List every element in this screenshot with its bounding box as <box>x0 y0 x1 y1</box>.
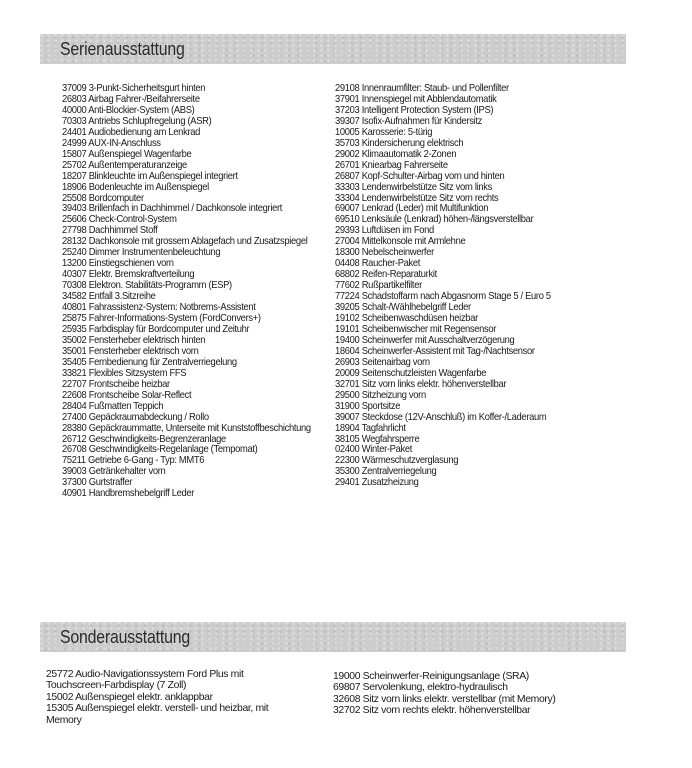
equipment-item: 32608 Sitz vorn links elektr. verstellbar (mit Memory) <box>333 693 556 705</box>
equipment-item: 13200 Einstiegschienen vorn <box>62 258 174 270</box>
equipment-item: 39403 Brillenfach in Dachhimmel / Dachkonsole integriert <box>62 203 283 215</box>
equipment-item: 69807 Servolenkung, elektro-hydraulisch <box>333 682 508 694</box>
optional-equipment-header <box>40 622 626 652</box>
standard-equipment-title: Serienausstattung <box>60 38 185 59</box>
equipment-item: 25508 Bordcomputer <box>62 192 144 204</box>
equipment-item: 29108 Innenraumfilter: Staub- und Pollenfilter <box>335 83 509 94</box>
equipment-item: 18207 Blinkleuchte im Außenspiegel integriert <box>62 170 238 182</box>
equipment-item: 40901 Handbremshebelgriff Leder <box>62 488 195 500</box>
equipment-item: 25240 Dimmer Instrumentenbeleuchtung <box>62 247 221 259</box>
equipment-item: 40801 Fahrassistenz-System: Notbrems-Assistent <box>62 302 256 314</box>
equipment-item: 40307 Elektr. Bremskraftverteilung <box>62 269 195 281</box>
equipment-item: 27798 Dachhimmel Stoff <box>62 225 158 237</box>
equipment-item: 19000 Scheinwerfer-Reinigungsanlage (SRA) <box>333 671 529 682</box>
equipment-item: 22608 Frontscheibe Solar-Reflect <box>62 389 192 401</box>
equipment-item: 37901 Innenspiegel mit Abblendautomatik <box>335 93 497 105</box>
equipment-item: 40000 Anti-Blockier-System (ABS) <box>62 104 195 116</box>
equipment-item: 39007 Steckdose (12V-Anschluß) im Koffer-/Laderaum <box>335 411 547 423</box>
standard-equipment-list-right <box>335 84 570 489</box>
equipment-item: 18906 Bodenleuchte im Außenspiegel <box>62 181 209 193</box>
equipment-item: 24401 Audiobedienung am Lenkrad <box>62 126 201 138</box>
equipment-item: 70303 Antriebs Schlupfregelung (ASR) <box>62 115 212 127</box>
equipment-item: 25606 Check-Control-System <box>62 214 177 226</box>
optional-equipment-list-right <box>333 671 613 717</box>
equipment-item: 38105 Wegfahrsperre <box>335 433 420 445</box>
equipment-item: 29393 Luftdüsen im Fond <box>335 225 434 237</box>
equipment-item: 18904 Tagfahrlicht <box>335 422 406 434</box>
equipment-item: 29002 Klimaautomatik 2-Zonen <box>335 148 457 160</box>
equipment-item: 68802 Reifen-Reparaturkit <box>335 269 437 281</box>
equipment-item: 25772 Audio-Navigationssystem Ford Plus mit Touchscreen-Farbdisplay (7 Zoll) <box>46 669 244 692</box>
equipment-item: 37009 3-Punkt-Sicherheitsgurt hinten <box>62 83 206 94</box>
equipment-item: 34582 Entfall 3.Sitzreihe <box>62 291 156 303</box>
equipment-item: 77602 Rußpartikelfilter <box>335 280 422 292</box>
equipment-item: 15305 Außenspiegel elektr. verstell- und heizbar, mit Memory <box>46 703 269 726</box>
equipment-item: 75211 Getriebe 6-Gang - Typ: MMT6 <box>62 455 205 467</box>
equipment-item: 70308 Elektron. Stabilitäts-Programm (ESP) <box>62 280 232 292</box>
equipment-item: 19101 Scheibenwischer mit Regensensor <box>335 323 497 335</box>
equipment-item: 37300 Gurtstraffer <box>62 477 133 489</box>
equipment-item: 22300 Wärmeschutzverglasung <box>335 455 459 467</box>
equipment-item: 25935 Farbdisplay für Bordcomputer und Zeituhr <box>62 323 250 335</box>
equipment-item: 39307 Isofix-Aufnahmen für Kindersitz <box>335 115 482 127</box>
equipment-item: 69007 Lenkrad (Leder) mit Multifunktion <box>335 203 489 215</box>
equipment-item: 26712 Geschwindigkeits-Begrenzeranlage <box>62 433 226 445</box>
equipment-item: 32701 Sitz vorn links elektr. höhenverstellbar <box>335 378 507 390</box>
equipment-item: 28404 Fußmatten Teppich <box>62 400 164 412</box>
equipment-item: 26708 Geschwindigkeits-Regelanlage (Tempomat) <box>62 444 258 456</box>
equipment-item: 19400 Scheinwerfer mit Ausschaltverzögerung <box>335 334 515 346</box>
equipment-item: 26701 Kniearbag Fahrerseite <box>335 159 448 171</box>
equipment-item: 26803 Airbag Fahrer-/Beifahrerseite <box>62 93 200 105</box>
equipment-item: 10005 Karosserie: 5-türig <box>335 126 433 138</box>
equipment-item: 26903 Seitenairbag vorn <box>335 356 430 368</box>
equipment-item: 04408 Raucher-Paket <box>335 258 421 270</box>
equipment-item: 20009 Seitenschutzleisten Wagenfarbe <box>335 367 487 379</box>
equipment-item: 35002 Fensterheber elektrisch hinten <box>62 334 206 346</box>
optional-equipment-list-left <box>46 669 301 726</box>
equipment-item: 02400 Winter-Paket <box>335 444 413 456</box>
equipment-item: 29401 Zusatzheizung <box>335 477 419 489</box>
equipment-item: 39205 Schalt-/Wählhebelgriff Leder <box>335 302 471 314</box>
equipment-item: 35001 Fensterheber elektrisch vorn <box>62 345 199 357</box>
equipment-item: 25702 Außentemperaturanzeige <box>62 159 187 171</box>
equipment-item: 35405 Fernbedienung für Zentralverriegelung <box>62 356 237 368</box>
equipment-item: 27400 Gepäckraumabdeckung / Rollo <box>62 411 209 423</box>
equipment-item: 19102 Scheibenwaschdüsen heizbar <box>335 313 478 325</box>
equipment-item: 27004 Mittelkonsole mit Armlehne <box>335 236 466 248</box>
equipment-item: 35703 Kindersicherung elektrisch <box>335 137 464 149</box>
equipment-item: 33303 Lendenwirbelstütze Sitz vorn links <box>335 181 492 193</box>
equipment-item: 26807 Kopf-Schulter-Airbag vorn und hinten <box>335 170 505 182</box>
equipment-item: 77224 Schadstoffarm nach Abgasnorm Stage 5 / Euro 5 <box>335 291 551 303</box>
equipment-item: 31900 Sportsitze <box>335 400 401 412</box>
equipment-item: 18604 Scheinwerfer-Assistent mit Tag-/Nachtsensor <box>335 345 535 357</box>
equipment-item: 28132 Dachkonsole mit grossem Ablagefach und Zusatzspiegel <box>62 236 308 248</box>
equipment-item: 32702 Sitz vorn rechts elektr. höhenverstellbar <box>333 705 531 717</box>
equipment-item: 15002 Außenspiegel elektr. anklappbar <box>46 691 213 703</box>
equipment-item: 69510 Lenksäule (Lenkrad) höhen-/längsverstellbar <box>335 214 534 226</box>
equipment-item: 22707 Frontscheibe heizbar <box>62 378 170 390</box>
equipment-item: 33821 Flexibles Sitzsystem FFS <box>62 367 187 379</box>
equipment-item: 35300 Zentralverriegelung <box>335 466 437 478</box>
equipment-item: 37203 Intelligent Protection System (IPS) <box>335 104 494 116</box>
standard-equipment-list-left <box>62 84 332 500</box>
standard-equipment-header <box>40 34 626 64</box>
equipment-item: 25875 Fahrer-Informations-System (FordConvers+) <box>62 313 261 325</box>
equipment-item: 15807 Außenspiegel Wagenfarbe <box>62 148 192 160</box>
optional-equipment-title: Sonderausstattung <box>60 626 190 647</box>
equipment-item: 28380 Gepäckraummatte, Unterseite mit Kunststoffbeschichtung <box>62 422 311 434</box>
equipment-item: 18300 Nebelscheinwerfer <box>335 247 434 259</box>
equipment-item: 24999 AUX-IN-Anschluss <box>62 137 161 149</box>
equipment-item: 29500 Sitzheizung vorn <box>335 389 426 401</box>
equipment-item: 39003 Getränkehalter vorn <box>62 466 166 478</box>
equipment-item: 33304 Lendenwirbelstütze Sitz vorn rechts <box>335 192 499 204</box>
